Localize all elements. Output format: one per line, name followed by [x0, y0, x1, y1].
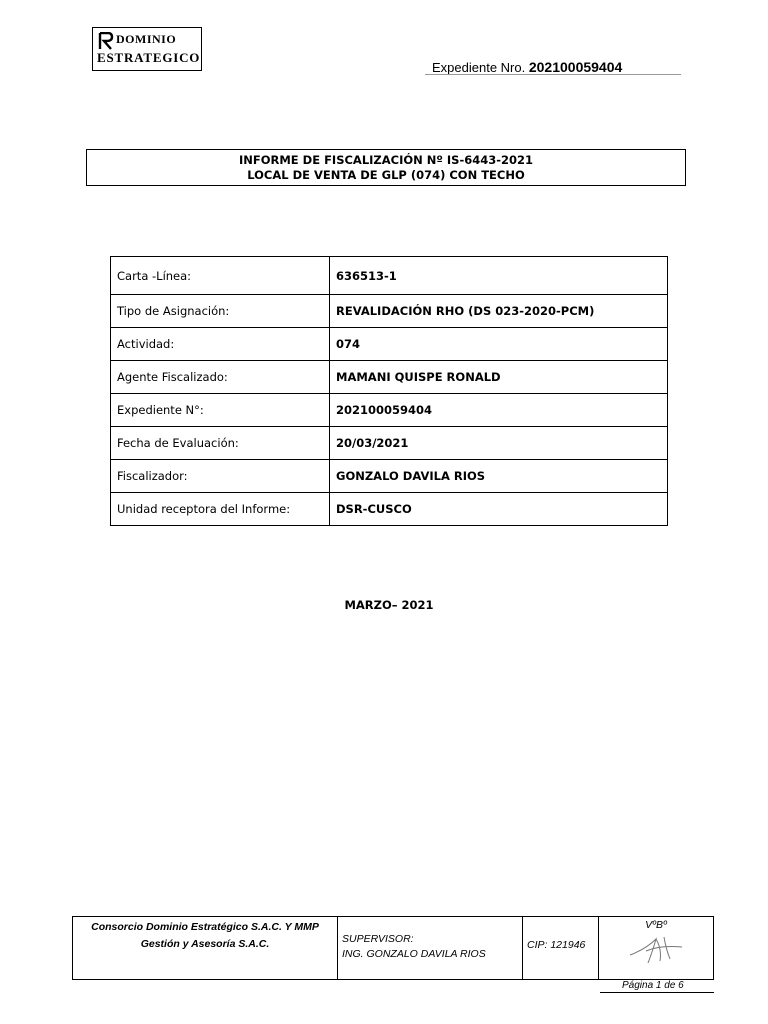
footer-table — [72, 916, 714, 980]
table-row — [111, 493, 668, 526]
company-logo — [92, 27, 202, 71]
logo-text-line2: ESTRATEGICO — [97, 50, 201, 65]
report-title-line2: LOCAL DE VENTA DE GLP (074) CON TECHO — [247, 168, 525, 182]
row-value: 636513-1 — [330, 257, 668, 295]
expediente-header — [432, 59, 622, 75]
report-date: MARZO– 2021 — [344, 598, 434, 612]
row-value: 074 — [330, 328, 668, 361]
footer-cip — [523, 917, 599, 980]
footer-vb — [599, 917, 714, 980]
row-label: Unidad receptora del Informe: — [111, 493, 330, 526]
page-number: Página 1 de 6 — [622, 980, 684, 991]
cip-number: CIP: 121946 — [527, 939, 586, 951]
row-label: Agente Fiscalizado: — [111, 361, 330, 394]
logo-text-line1: DOMINIO — [116, 32, 177, 46]
footer-company-line2: Gestión y Asesoría S.A.C. — [140, 938, 270, 950]
row-label: Fecha de Evaluación: — [111, 427, 330, 460]
row-label: Carta -Línea: — [111, 257, 330, 295]
row-label: Actividad: — [111, 328, 330, 361]
table-row — [111, 295, 668, 328]
table-row — [111, 257, 668, 295]
report-title-line1: INFORME DE FISCALIZACIÓN Nº IS-6443-2021 — [238, 153, 534, 167]
footer-company-line1: Consorcio Dominio Estratégico S.A.C. Y MMP — [91, 921, 319, 933]
expediente-header-label: Expediente Nro. — [432, 60, 526, 75]
supervisor-label: SUPERVISOR: — [342, 933, 414, 945]
row-label: Fiscalizador: — [111, 460, 330, 493]
table-row — [111, 460, 668, 493]
report-title-box — [86, 149, 686, 186]
footer-company — [73, 917, 338, 980]
table-row — [111, 394, 668, 427]
table-row — [111, 328, 668, 361]
row-value: DSR-CUSCO — [330, 493, 668, 526]
logo-mark-icon — [98, 32, 114, 50]
row-value: REVALIDACIÓN RHO (DS 023-2020-PCM) — [330, 295, 668, 328]
row-label: Expediente N°: — [111, 394, 330, 427]
row-value: 202100059404 — [330, 394, 668, 427]
vb-label: VºBº — [645, 919, 667, 931]
row-label: Tipo de Asignación: — [111, 295, 330, 328]
page-number-rule — [600, 992, 714, 993]
row-value: GONZALO DAVILA RIOS — [330, 460, 668, 493]
signature-icon — [626, 931, 686, 967]
footer-supervisor — [338, 917, 523, 980]
table-row — [111, 361, 668, 394]
expediente-header-number: 202100059404 — [528, 59, 623, 75]
row-value: 20/03/2021 — [330, 427, 668, 460]
row-value: MAMANI QUISPE RONALD — [330, 361, 668, 394]
supervisor-name: ING. GONZALO DAVILA RIOS — [342, 948, 486, 960]
table-row — [111, 427, 668, 460]
header-divider — [425, 74, 681, 75]
report-info-table — [110, 256, 668, 526]
